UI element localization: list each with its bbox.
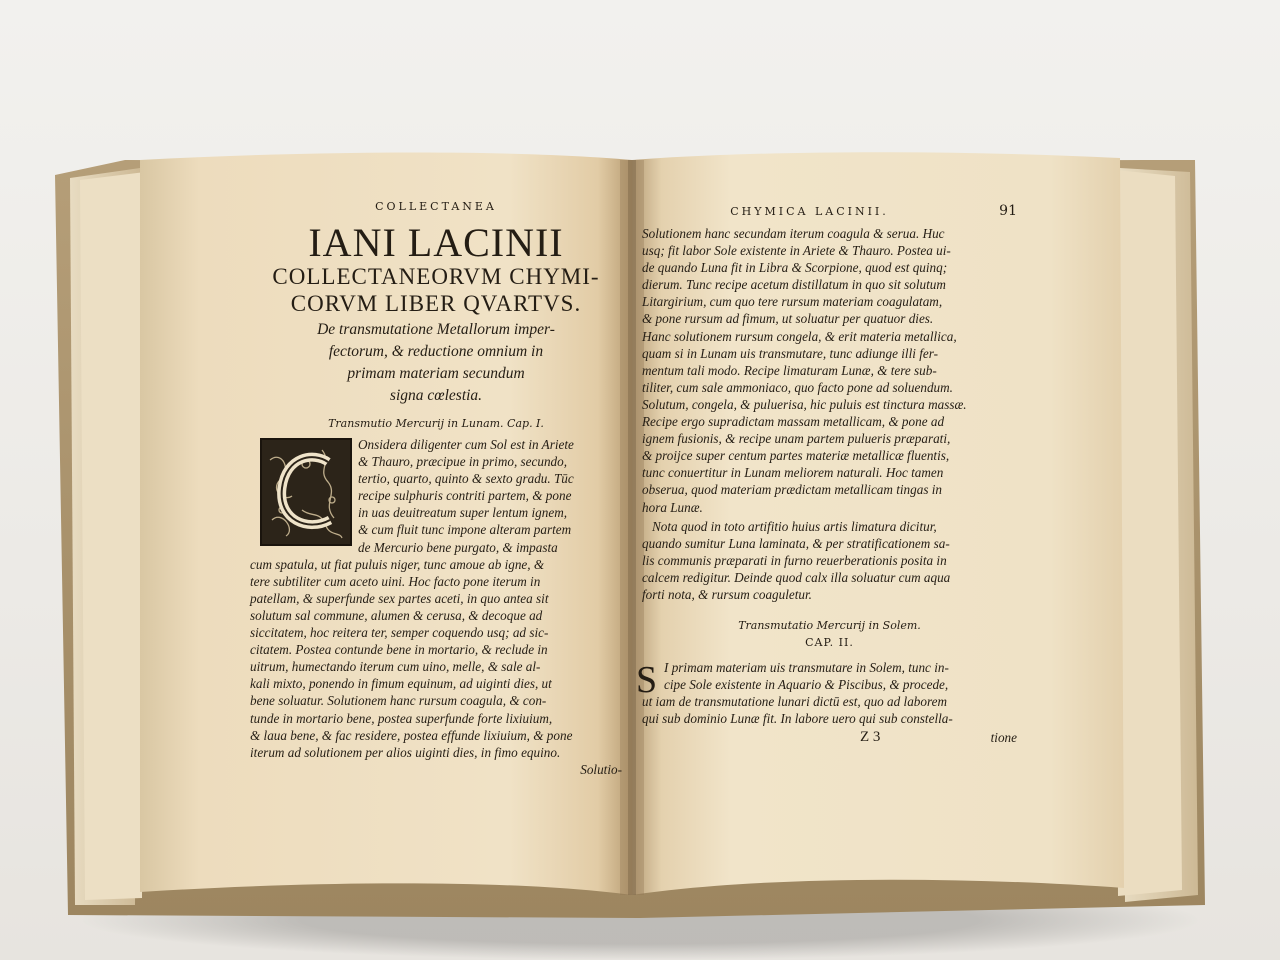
text-line: dierum. Tunc recipe acetum distillatum in quo sit solutum	[642, 277, 946, 293]
text-line: qui sub dominio Lunæ fit. In labore uero qui sub constella-	[642, 711, 953, 727]
text-line: tiliter, cum sale ammoniaco, quo facto pone ad soluendum.	[642, 379, 953, 395]
left-running-head: COLLECTANEA	[375, 200, 497, 213]
signature-mark: Z 3	[860, 729, 881, 746]
left-page-text	[250, 200, 622, 778]
text-line: Litargirium, cum quo tere rursum materiam coagulatam,	[642, 294, 943, 310]
book-subtitle	[250, 320, 622, 405]
page-number: 91	[999, 203, 1017, 219]
chapter-2-body	[636, 659, 1017, 747]
right-body	[642, 225, 1017, 516]
text-line: lis communis præparati in furno reuerberationis posita in	[642, 552, 947, 568]
subtitle-line: fectorum, & reductione omnium in	[328, 343, 544, 360]
subtitle-line: primam materiam secundum	[347, 365, 525, 382]
text-line: patellam, & superfunde sex partes aceti, in quo antea sit	[250, 590, 549, 606]
text-line: & pone rursum ad fimum, ut soluatur per quatuor dies.	[642, 311, 934, 327]
text-line: quam si in Lunam uis transmutare, tunc adiunge illi fer-	[642, 345, 938, 361]
text-line: Onsidera diligenter cum Sol est in Ariete	[358, 437, 574, 452]
text-line: Nota quod in toto artifitio huius artis limatura dicitur,	[652, 518, 937, 534]
text-line: I primam materiam uis transmutare in Solem, tunc in-	[664, 660, 949, 676]
text-line: citatem. Postea contunde bene in mortario, & reclude in	[250, 642, 548, 658]
left-catchword: Solutio-	[580, 761, 622, 777]
text-line: iterum ad solutionem per alios uiginti dies, in fimo equino.	[250, 744, 561, 760]
text-line: calcem redigitur. Deinde quod calx illa soluatur cum aqua	[642, 569, 951, 585]
text-line: forti nota, & rursum coaguletur.	[642, 586, 812, 602]
text-line: cipe Sole existente in Aquario & Piscibus, & procede,	[664, 677, 949, 693]
text-line: Solutionem hanc secundam iterum coagula & serua. Huc	[642, 226, 945, 241]
right-catchword: tione	[990, 730, 1017, 746]
text-line: siccitatem, hoc reitera ter, semper coquendo usq; ad sic-	[250, 625, 549, 641]
text-line: hora Lunæ.	[642, 499, 703, 515]
book-title-line-2: COLLECTANEORVM CHYMI-	[272, 264, 600, 289]
text-line: ut iam de transmutatione lunari dictū est, quo ad laborem	[642, 694, 948, 710]
text-line: Hanc solutionem rursum congela, & erit materia metallica,	[642, 328, 957, 344]
text-line: solutum sal commune, alumen & cerusa, & decoque ad	[250, 607, 543, 623]
text-line: bene soluatur. Solutionem hanc rursum coagula, & con-	[250, 693, 547, 709]
chapter-2-heading: Transmutatio Mercurij in Solem.	[738, 619, 921, 633]
chapter-2-initial: S	[636, 659, 658, 702]
right-header	[642, 205, 1017, 225]
text-line: ignem fusionis, & recipe unam partem pulueris præparati,	[642, 431, 951, 447]
chapter-2-number: CAP. II.	[805, 636, 854, 650]
text-line: Recipe ergo supradictam massam metallicam, & pone ad	[642, 414, 945, 430]
subtitle-line: De transmutatione Metallorum imper-	[317, 321, 555, 338]
nota-paragraph	[642, 518, 1017, 603]
right-page-text	[636, 203, 1017, 747]
text-line: quando sumitur Luna laminata, & per stratificationem sa-	[642, 535, 950, 551]
text-line: & Thauro, præcipue in primo, secundo,	[358, 454, 568, 470]
book-title-line-1: IANI LACINII	[308, 220, 564, 265]
chapter-1-body	[250, 436, 622, 778]
text-line: de quando Luna fit in Libra & Scorpione, quod est quinq;	[642, 260, 948, 276]
text-line: cum spatula, ut fiat puluis niger, tunc amoue ab igne, &	[250, 556, 545, 572]
text-line: Solutum, congela, & puluerisa, hic puluis est tinctura massæ.	[642, 396, 967, 412]
subtitle-line: signa cœlestia.	[389, 387, 483, 404]
book-title-line-3: CORVM LIBER QVARTVS.	[290, 291, 582, 316]
text-line: tere subtiliter cum aceto uini. Hoc facto pone iterum in	[250, 573, 541, 589]
right-running-head: CHYMICA LACINII.	[730, 205, 889, 218]
text-line: tunc conuertitur in Lunam meliorem naturali. Hoc tamen	[642, 465, 944, 481]
text-line: kali mixto, ponendo in fimum equinum, ad uiginti dies, ut	[250, 676, 552, 692]
ornamental-initial-c-icon	[260, 438, 352, 546]
text-line: tunde in mortario bene, postea superfunde forte lixiuium,	[250, 710, 553, 726]
text-line: & cum fluit tunc impone alteram partem	[358, 522, 572, 538]
text-line: recipe sulphuris contriti partem, & pone	[358, 488, 572, 504]
text-line: & proijce super centum partes materiæ metallicæ fluentis,	[642, 448, 950, 464]
text-line: in uas deuitreatum super lentum ignem,	[358, 505, 568, 521]
text-line: uitrum, humectando iterum cum uino, melle, & sale al-	[250, 659, 541, 675]
text-line: & laua bene, & fac residere, postea effunde lixiuium, & pone	[250, 727, 573, 743]
text-line: de Mercurio bene purgato, & impasta	[358, 539, 558, 555]
text-line: usq; fit labor Sole existente in Ariete & Thauro. Postea ui-	[642, 243, 951, 259]
text-line: mentum tali modo. Recipe limaturam Lunæ, & tere sub-	[642, 362, 937, 378]
text-line: obserua, quod materiam prædictam metallicam tingas in	[642, 482, 943, 498]
chapter-1-heading: Transmutio Mercurij in Lunam. Cap. I.	[328, 417, 544, 430]
text-line: tertio, quarto, quinto & sexto gradu. Tūc	[358, 471, 574, 487]
